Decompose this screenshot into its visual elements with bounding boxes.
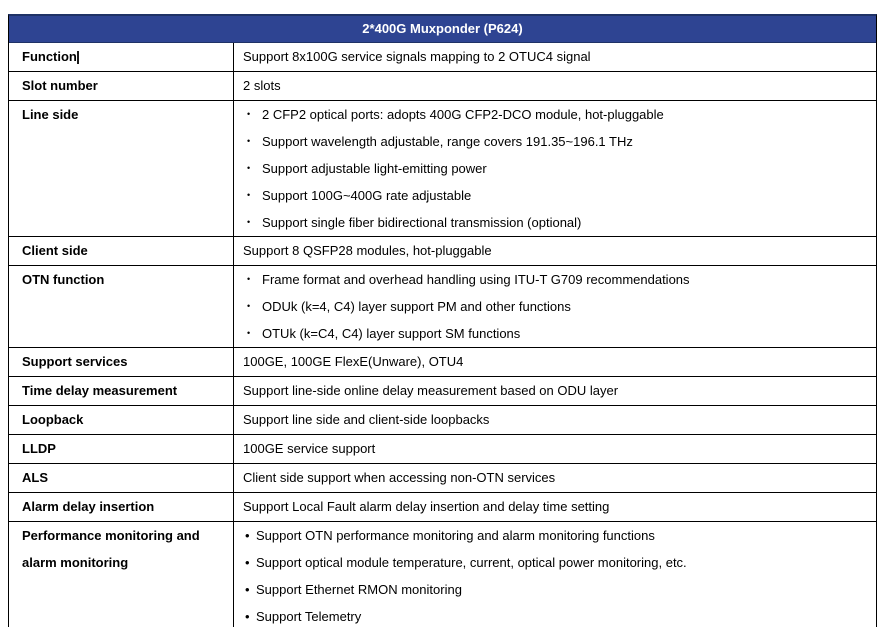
row-value-text[interactable]: Client side support when accessing non-OTN services	[243, 470, 556, 485]
row-label-lldp[interactable]: LLDP	[9, 435, 234, 463]
bullet-text[interactable]: Support Telemetry	[256, 609, 362, 624]
bullet-icon: •	[247, 190, 251, 200]
row-value-text[interactable]: 100GE, 100GE FlexE(Unware), OTU4	[243, 354, 464, 369]
row-value-cell	[234, 43, 876, 71]
spec-row-slot-number	[9, 72, 876, 101]
table-body	[9, 43, 876, 627]
text-caret	[77, 51, 79, 64]
spec-row-time-delay-measurement	[9, 377, 876, 406]
row-value-text[interactable]: 2 slots	[243, 78, 281, 93]
bullet-item	[243, 549, 868, 576]
bullet-item	[243, 155, 868, 182]
row-value-text[interactable]: Support line side and client-side loopbacks	[243, 412, 490, 427]
row-value-cell	[234, 464, 876, 492]
row-label-alarm-delay-insertion[interactable]: Alarm delay insertion	[9, 493, 234, 521]
bullet-icon: •	[245, 528, 250, 543]
bullet-text[interactable]: Support 100G~400G rate adjustable	[262, 188, 472, 203]
bullet-icon: •	[245, 555, 250, 570]
spec-row-lldp	[9, 435, 876, 464]
row-value-text[interactable]: Support 8 QSFP28 modules, hot-pluggable	[243, 243, 492, 258]
bullet-icon: •	[247, 328, 251, 338]
row-value-cell	[234, 266, 876, 347]
row-value-text[interactable]: Support 8x100G service signals mapping to 2 OTUC4 signal	[243, 49, 591, 64]
bullet-list	[243, 522, 868, 627]
row-label-time-delay-measurement[interactable]: Time delay measurement	[9, 377, 234, 405]
row-label-line-side[interactable]: Line side	[9, 101, 234, 236]
row-label-performance-monitoring-and-alarm-monitoring[interactable]: Performance monitoring and alarm monitoring	[9, 522, 234, 627]
bullet-item	[243, 209, 868, 236]
bullet-list	[243, 101, 868, 236]
bullet-text[interactable]: Support OTN performance monitoring and alarm monitoring functions	[256, 528, 655, 543]
row-label-loopback[interactable]: Loopback	[9, 406, 234, 434]
row-value-cell	[234, 348, 876, 376]
bullet-icon: •	[247, 274, 251, 284]
bullet-text[interactable]: Support single fiber bidirectional transmission (optional)	[262, 215, 582, 230]
row-value-cell	[234, 406, 876, 434]
spec-row-otn-function	[9, 266, 876, 348]
spec-row-performance-monitoring-and-alarm-monitoring	[9, 522, 876, 627]
bullet-icon: •	[247, 301, 251, 311]
row-value-cell	[234, 237, 876, 265]
spec-row-support-services	[9, 348, 876, 377]
bullet-icon: •	[247, 217, 251, 227]
row-value-cell	[234, 101, 876, 236]
bullet-text[interactable]: Support adjustable light-emitting power	[262, 161, 487, 176]
spec-row-line-side	[9, 101, 876, 237]
row-value-text[interactable]: 100GE service support	[243, 441, 376, 456]
bullet-list	[243, 266, 868, 347]
spec-row-alarm-delay-insertion	[9, 493, 876, 522]
bullet-item	[243, 266, 868, 293]
row-value-cell	[234, 435, 876, 463]
bullet-icon: •	[245, 609, 250, 624]
bullet-item	[243, 522, 868, 549]
bullet-text[interactable]: Frame format and overhead handling using ITU-T G709 recommendations	[262, 272, 690, 287]
bullet-icon: •	[247, 163, 251, 173]
bullet-item	[243, 603, 868, 627]
row-value-cell	[234, 377, 876, 405]
table-header	[9, 16, 876, 43]
bullet-text[interactable]: Support wavelength adjustable, range covers 191.35~196.1 THz	[262, 134, 633, 149]
row-value-text[interactable]: Support Local Fault alarm delay insertion and delay time setting	[243, 499, 610, 514]
spec-row-function	[9, 43, 876, 72]
bullet-item	[243, 182, 868, 209]
table-title: 2*400G Muxponder (P624)	[362, 21, 523, 36]
row-value-cell	[234, 522, 876, 627]
row-label-function[interactable]: Function	[9, 43, 234, 71]
bullet-item	[243, 293, 868, 320]
row-label-otn-function[interactable]: OTN function	[9, 266, 234, 347]
bullet-text[interactable]: ODUk (k=4, C4) layer support PM and other functions	[262, 299, 571, 314]
row-label-client-side[interactable]: Client side	[9, 237, 234, 265]
row-value-cell	[234, 493, 876, 521]
bullet-text[interactable]: Support optical module temperature, current, optical power monitoring, etc.	[256, 555, 687, 570]
muxponder-spec-table	[8, 14, 877, 627]
row-label-als[interactable]: ALS	[9, 464, 234, 492]
spec-row-als	[9, 464, 876, 493]
bullet-icon: •	[245, 582, 250, 597]
bullet-item	[243, 576, 868, 603]
bullet-text[interactable]: OTUk (k=C4, C4) layer support SM functions	[262, 326, 521, 341]
spec-row-loopback	[9, 406, 876, 435]
bullet-text[interactable]: 2 CFP2 optical ports: adopts 400G CFP2-DCO module, hot-pluggable	[262, 107, 664, 122]
row-label-support-services[interactable]: Support services	[9, 348, 234, 376]
bullet-item	[243, 128, 868, 155]
row-value-cell	[234, 72, 876, 100]
row-label-slot-number[interactable]: Slot number	[9, 72, 234, 100]
spec-row-client-side	[9, 237, 876, 266]
bullet-icon: •	[247, 136, 251, 146]
bullet-item	[243, 320, 868, 347]
bullet-text[interactable]: Support Ethernet RMON monitoring	[256, 582, 462, 597]
bullet-icon: •	[247, 109, 251, 119]
row-value-text[interactable]: Support line-side online delay measurement based on ODU layer	[243, 383, 619, 398]
bullet-item	[243, 101, 868, 128]
